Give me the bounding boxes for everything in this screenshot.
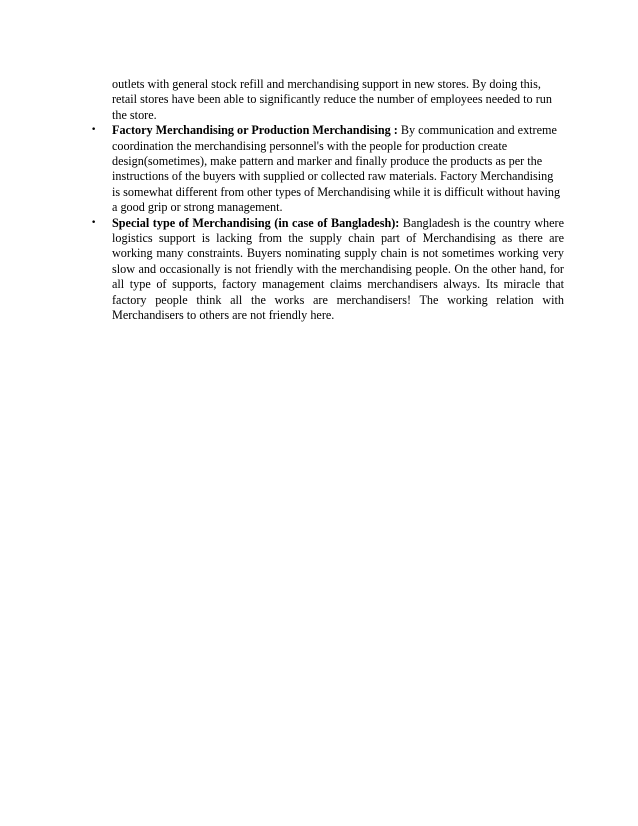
document-body [91,77,564,324]
item-heading: Factory Merchandising or Production Merchandising : [112,123,398,138]
bullet-icon: • [91,217,97,228]
bullet-icon: • [91,125,97,136]
item-heading: Special type of Merchandising (in case of Bangladesh): [112,215,400,230]
intro-paragraph: outlets with general stock refill and merchandising support in new stores. By doing this, retail stores have been able to significantly reduce the number of employees needed to run the store. [112,77,552,122]
item-body: Bangladesh is the country where logistics support is lacking from the supply chain part of Merchandising as there are working many constraints. Buyers nominating supply chain is not sometimes working very slow and occasionally is not friendly with the merchandising people. On the other hand, for all type of supports, factory management claims merchandisers always. Its miracle that factory people think all the works are merchandisers! The working relation with Merchandisers to others are not friendly here. [112,215,564,323]
list-item-special-merchandising [91,215,564,324]
list-item-factory-merchandising [91,123,564,215]
item-body: By communication and extreme coordination the merchandising personnel's with the people for production create design(sometimes), make pattern and marker and finally produce the products as per the instructions of the buyers with supplied or collected raw materials. Factory Merchandising is somewhat different from other types of Merchandising while it is difficult without having a good grip or strong management. [112,123,561,215]
